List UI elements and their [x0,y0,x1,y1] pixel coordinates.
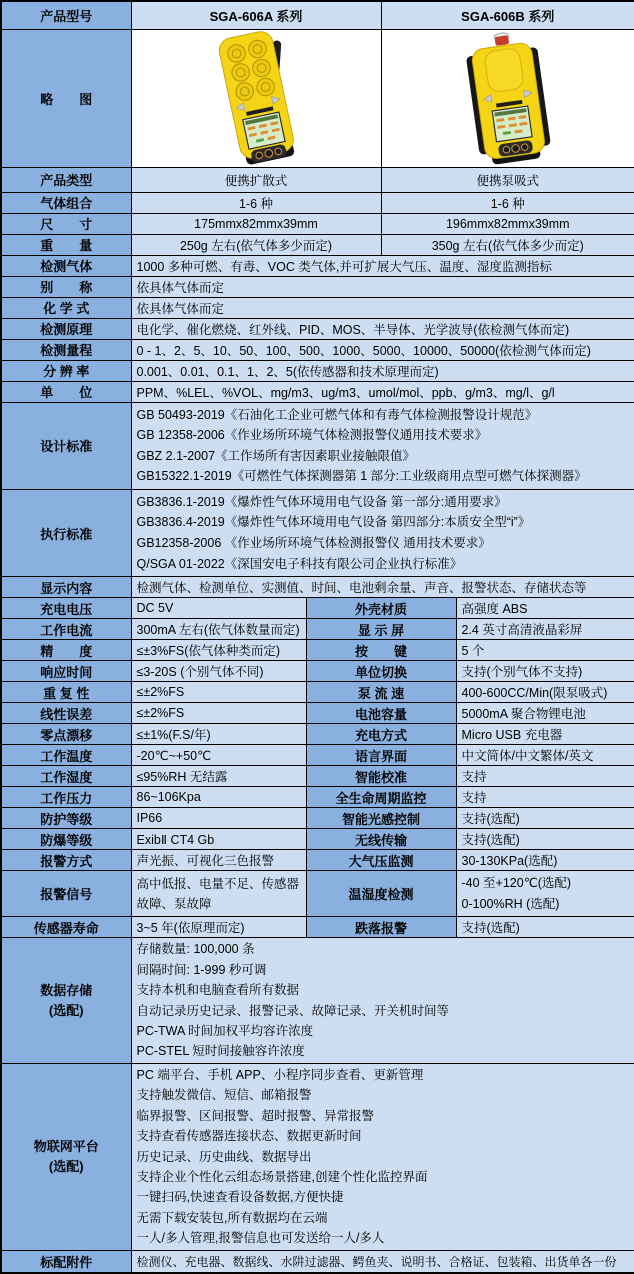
label-cell: 按 键 [306,640,456,661]
row-response-time [1,661,634,682]
value-cell: 5000mA 聚合物锂电池 [456,703,634,724]
label-cell: 产品类型 [1,167,131,192]
row-accuracy [1,640,634,661]
label-cell: 工作湿度 [1,766,131,787]
device-b-image-cell [381,29,634,167]
row-product-type [1,167,634,192]
value-cell: 支持(选配) [456,829,634,850]
header-product-model: 产品型号 [1,1,131,29]
standard-line: GB12358-2006 《作业场所环境气体检测报警仪 通用技术要求》 [136,536,491,551]
gas-detector-pump-image [428,30,588,166]
value-cell: Micro USB 充电器 [456,724,634,745]
value-cell: PPM、%LEL、%VOL、mg/m3、ug/m3、umol/mol、ppb、g/m3、mg/l、g/l [131,381,634,402]
row-sensor-life [1,917,634,938]
label-line: (选配) [48,1002,84,1018]
value-cell: 支持 [456,787,634,808]
label-cell: 分 辨 率 [1,360,131,381]
label-cell: 设计标准 [1,402,131,489]
sketch-row [1,29,634,167]
value-cell: 高强度 ABS [456,598,634,619]
label-cell: 工作压力 [1,787,131,808]
standard-line: Q/SGA 01-2022《深国安电子科技有限公司企业执行标准》 [136,556,463,571]
value-cell-a: 175mmx82mmx39mm [131,213,381,234]
spec-line: 支持本机和电脑查看所有数据 [136,983,300,998]
spec-line: 支持企业个性化云组态场景搭建,创建个性化监控界面 [136,1169,428,1184]
value-cell: 声光振、可视化三色报警 [131,850,306,871]
value-cell: -20℃~+50℃ [131,745,306,766]
value-cell: 支持(个别气体不支持) [456,661,634,682]
value-cell-b: 1-6 种 [381,192,634,213]
label-cell [1,938,131,1063]
row-zero-drift [1,724,634,745]
value-cell: ≤±2%FS [131,682,306,703]
value-cell [131,489,634,576]
value-cell: ≤±3%FS(依气体种类而定) [131,640,306,661]
value-cell: 300mA 左右(依气体数量而定) [131,619,306,640]
value-cell [131,938,634,1063]
label-cell: 重 复 性 [1,682,131,703]
label-cell: 标配附件 [1,1250,131,1273]
value-cell: ≤±2%FS [131,703,306,724]
standard-line: GB 12358-2006《作业场所环境气体检测报警仪通用技术要求》 [136,428,488,443]
standard-line: GB15322.1-2019《可燃性气体探测器第 1 部分:工业级商用点型可燃气体探测器》 [136,469,587,484]
value-cell: 依具体气体而定 [131,276,634,297]
standard-line: GB3836.1-2019《爆炸性气体环境用电气设备 第一部分:通用要求》 [136,494,507,509]
label-cell: 重 量 [1,234,131,255]
sketch-label: 略 图 [1,29,131,167]
standard-line: GB3836.4-2019《爆炸性气体环境用电气设备 第四部分:本质安全型“i”》 [136,515,531,530]
value-cell: 0 - 1、2、5、10、50、100、500、1000、5000、10000、50000(依检测气体而定) [131,339,634,360]
value-cell [131,1063,634,1250]
value-cell: 5 个 [456,640,634,661]
gas-detector-diffusion-image [176,30,336,166]
row-working-pressure [1,787,634,808]
standard-line: GB 50493-2019《石油化工企业可燃气体和有毒气体检测报警设计规范》 [136,407,538,422]
row-data-storage [1,938,634,1063]
value-cell: 3~5 年(依原理而定) [131,917,306,938]
label-cell: 温湿度检测 [306,871,456,917]
row-units [1,381,634,402]
spec-line: 支持查看传感器连接状态、数据更新时间 [136,1129,362,1144]
value-cell: ≤95%RH 无结露 [131,766,306,787]
label-cell: 尺 寸 [1,213,131,234]
row-repeatability [1,682,634,703]
spec-line: 一键扫码,快速查看设备数据,方便快捷 [136,1190,344,1205]
header-series-a: SGA-606A 系列 [131,1,381,29]
value-cell: 中文简体/中文繁体/英文 [456,745,634,766]
value-cell: 依具体气体而定 [131,297,634,318]
label-cell: 传感器寿命 [1,917,131,938]
label-cell: 防护等级 [1,808,131,829]
row-working-humidity [1,766,634,787]
row-protection-rating [1,808,634,829]
row-charging-voltage [1,598,634,619]
spec-line: 历史记录、历史曲线、数据导出 [136,1149,312,1164]
value-cell: 400-600CC/Min(限泵吸式) [456,682,634,703]
value-cell: 高中低报、电量不足、传感器故障、泵故障 [131,871,306,917]
label-cell: 单 位 [1,381,131,402]
value-cell: 检测气体、检测单位、实测值、时间、电池剩余量、声音、报警状态、存储状态等 [131,577,634,598]
label-cell: 大气压监测 [306,850,456,871]
label-cell: 智能校准 [306,766,456,787]
row-detected-gases [1,255,634,276]
value-cell: 电化学、催化燃烧、红外线、PID、MOS、半导体、光学波导(依检测气体而定) [131,318,634,339]
spec-line: 存储数量: 100,000 条 [136,942,255,957]
label-cell: 检测原理 [1,318,131,339]
spec-line: PC-STEL 短时间接触容许浓度 [136,1044,305,1059]
value-cell [131,402,634,489]
spec-line: 间隔时间: 1-999 秒可调 [136,962,267,977]
label-cell: 显示内容 [1,577,131,598]
spec-line: PC-TWA 时间加权平均容许浓度 [136,1024,314,1039]
value-cell: 1000 多种可燃、有毒、VOC 类气体,并可扩展大气压、温度、湿度监测指标 [131,255,634,276]
value-cell: 30-130KPa(选配) [456,850,634,871]
value-cell-a: 1-6 种 [131,192,381,213]
label-cell: 精 度 [1,640,131,661]
row-working-current [1,619,634,640]
row-explosion-proof-rating [1,829,634,850]
value-cell: 支持 [456,766,634,787]
spec-line: PC 端平台、手机 APP、小程序同步查看、更新管理 [136,1067,424,1082]
value-cell: DC 5V [131,598,306,619]
label-cell: 别 称 [1,276,131,297]
row-design-standards [1,402,634,489]
row-iot-platform [1,1063,634,1250]
standard-line: GBZ 2.1-2007《工作场所有害因素职业接触限值》 [136,448,416,463]
label-cell: 气体组合 [1,192,131,213]
label-cell: 工作电流 [1,619,131,640]
spec-line: 临界报警、区间报警、超时报警、异常报警 [136,1108,375,1123]
label-cell: 检测气体 [1,255,131,276]
label-cell: 智能光感控制 [306,808,456,829]
label-cell: 响应时间 [1,661,131,682]
row-working-temperature [1,745,634,766]
spec-line: 无需下载安装包,所有数据均在云端 [136,1210,328,1225]
label-cell: 检测量程 [1,339,131,360]
label-cell: 全生命周期监控 [306,787,456,808]
value-cell: 支持(选配) [456,808,634,829]
device-a-image-cell [131,29,381,167]
label-cell: 语言界面 [306,745,456,766]
row-detection-range [1,339,634,360]
value-cell: 支持(选配) [456,917,634,938]
row-standard-accessories [1,1250,634,1273]
value-cell: 检测仪、充电器、数据线、水阱过滤器、鳄鱼夹、说明书、合格证、包装箱、出货单各一份 [131,1250,634,1273]
label-cell [1,1063,131,1250]
spec-line: 0-100%RH (选配) [461,896,560,911]
row-alarm-mode [1,850,634,871]
row-chemical-formula [1,297,634,318]
label-cell: 外壳材质 [306,598,456,619]
value-cell-b: 196mmx82mmx39mm [381,213,634,234]
header-row [1,1,634,29]
row-linearity-error [1,703,634,724]
value-cell-b: 350g 左右(依气体多少而定) [381,234,634,255]
row-dimensions [1,213,634,234]
label-cell: 线性误差 [1,703,131,724]
row-alarm-signal [1,871,634,917]
value-cell [456,871,634,917]
row-weight [1,234,634,255]
value-cell: ExibⅡ CT4 Gb [131,829,306,850]
value-cell: ≤±1%(F.S/年) [131,724,306,745]
label-cell: 化 学 式 [1,297,131,318]
spec-line: 一人/多人管理,报警信息也可发送给一人/多人 [136,1231,385,1246]
label-cell: 执行标准 [1,489,131,576]
value-cell: 2.4 英寸高清液晶彩屏 [456,619,634,640]
value-cell: 0.001、0.01、0.1、1、2、5(依传感器和技术原理而定) [131,360,634,381]
label-cell: 跌落报警 [306,917,456,938]
spec-line: 自动记录历史记录、报警记录、故障记录、开关机时间等 [136,1003,450,1018]
value-cell-b: 便携泵吸式 [381,167,634,192]
label-cell: 充电方式 [306,724,456,745]
row-alias [1,276,634,297]
header-series-b: SGA-606B 系列 [381,1,634,29]
value-cell: ≤3-20S (个别气体不同) [131,661,306,682]
label-cell: 防爆等级 [1,829,131,850]
label-cell: 泵 流 速 [306,682,456,703]
row-execution-standards [1,489,634,576]
value-cell-a: 便携扩散式 [131,167,381,192]
label-line: 物联网平台 [33,1138,99,1154]
row-resolution [1,360,634,381]
label-cell: 无线传输 [306,829,456,850]
value-cell: 86~106Kpa [131,787,306,808]
label-cell: 单位切换 [306,661,456,682]
spec-line: -40 至+120℃(选配) [461,876,572,891]
label-cell: 充电电压 [1,598,131,619]
label-line: 数据存储 [40,982,93,998]
row-detection-principle [1,318,634,339]
label-cell: 显 示 屏 [306,619,456,640]
label-cell: 零点漂移 [1,724,131,745]
row-display-content [1,577,634,598]
value-cell: IP66 [131,808,306,829]
value-cell-a: 250g 左右(依气体多少而定) [131,234,381,255]
spec-line: 支持触发微信、短信、邮箱报警 [136,1088,312,1103]
row-gas-combination [1,192,634,213]
label-cell: 电池容量 [306,703,456,724]
label-cell: 报警信号 [1,871,131,917]
label-cell: 工作温度 [1,745,131,766]
label-line: (选配) [48,1158,84,1174]
label-cell: 报警方式 [1,850,131,871]
